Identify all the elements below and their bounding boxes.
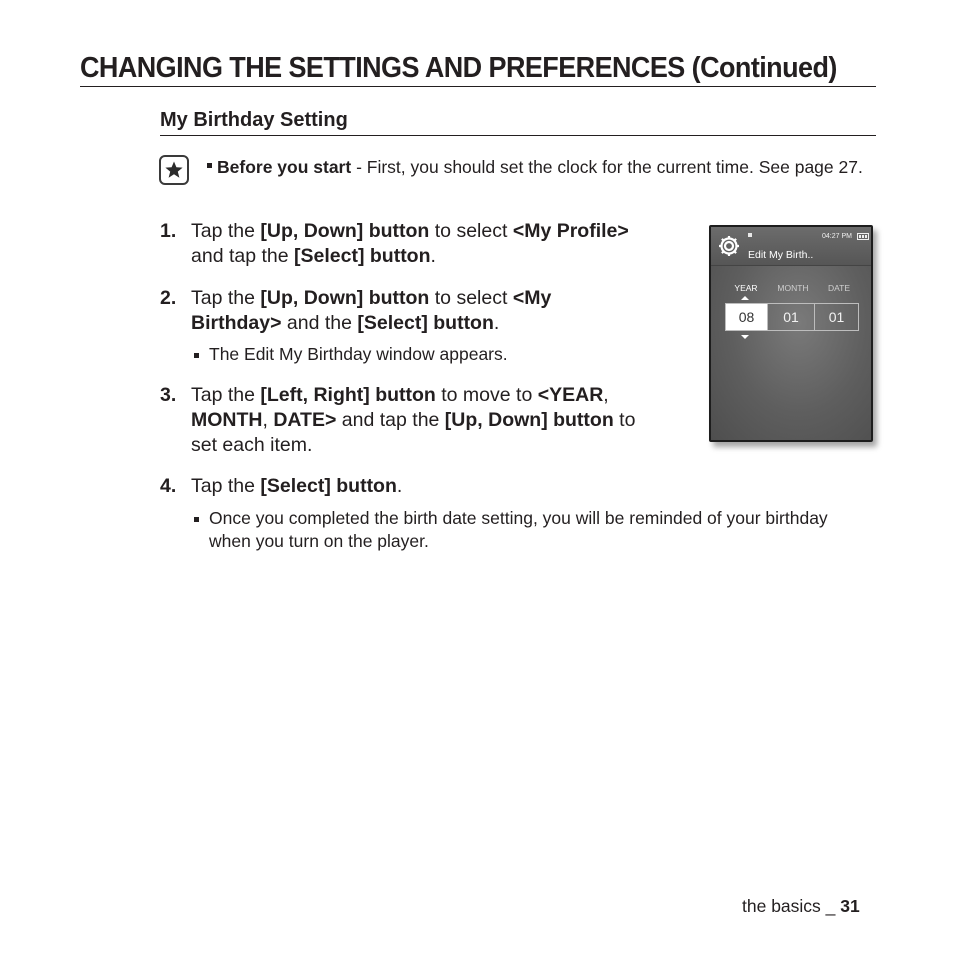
section-title: My Birthday Setting bbox=[160, 109, 348, 131]
step-number: 3. bbox=[160, 384, 177, 406]
device-screen-title: Edit My Birth.. bbox=[748, 249, 814, 261]
label-month: MONTH bbox=[777, 283, 809, 293]
step-fragment: Tap the bbox=[191, 475, 261, 497]
step-2-note bbox=[194, 343, 694, 367]
step-emphasis: [Up, Down] button bbox=[260, 287, 430, 309]
page-number: 31 bbox=[840, 896, 860, 916]
step-emphasis: <YEAR bbox=[537, 384, 604, 406]
arrow-down-icon bbox=[741, 335, 749, 339]
page-title: CHANGING THE SETTINGS AND PREFERENCES (Continued) bbox=[80, 52, 837, 84]
step-emphasis: <My bbox=[512, 287, 552, 309]
step-2 bbox=[160, 286, 690, 338]
bullet-square bbox=[207, 163, 212, 168]
label-year: YEAR bbox=[734, 283, 758, 293]
step-1 bbox=[160, 219, 690, 271]
footer-text: the basics _ bbox=[742, 896, 841, 916]
device-screenshot bbox=[709, 225, 873, 442]
step-number: 2. bbox=[160, 287, 177, 309]
step-number: 4. bbox=[160, 475, 177, 497]
step-emphasis: [Select] button bbox=[357, 312, 494, 334]
step-emphasis: [Left, Right] button bbox=[260, 384, 436, 406]
step-text bbox=[191, 474, 402, 499]
label-date: DATE bbox=[827, 283, 851, 293]
title-divider bbox=[80, 86, 876, 87]
step-emphasis: MONTH bbox=[191, 409, 263, 431]
step-fragment: Tap the bbox=[191, 220, 261, 242]
device-time: 04:27 PM bbox=[822, 233, 852, 240]
step-emphasis: [Select] button bbox=[260, 475, 397, 497]
step-note-text: Once you completed the birth date setting, you will be reminded of your birthday when you turn on the player. bbox=[209, 508, 828, 551]
step-fragment: to move to bbox=[435, 384, 538, 406]
step-4-note bbox=[194, 507, 844, 555]
gear-icon bbox=[716, 233, 742, 259]
arrow-up-icon bbox=[741, 296, 749, 300]
note-before-you-start bbox=[207, 154, 877, 180]
step-3 bbox=[160, 383, 695, 461]
bullet-square bbox=[194, 517, 199, 522]
step-text bbox=[191, 219, 629, 269]
step-fragment: Tap the bbox=[191, 384, 261, 406]
step-emphasis: [Up, Down] button bbox=[260, 220, 430, 242]
step-fragment: . bbox=[396, 475, 403, 497]
step-note-text: The Edit My Birthday window appears. bbox=[209, 344, 508, 364]
step-fragment: set each item. bbox=[191, 434, 313, 456]
step-4 bbox=[160, 474, 695, 500]
step-emphasis: [Select] button bbox=[294, 245, 431, 267]
step-fragment: Tap the bbox=[191, 287, 261, 309]
battery-icon bbox=[857, 233, 869, 240]
step-fragment: . bbox=[493, 312, 500, 334]
note-text: - First, you should set the clock for the current time. See page 27. bbox=[351, 157, 863, 177]
bullet-square bbox=[194, 353, 199, 358]
step-fragment: to bbox=[613, 409, 636, 431]
step-fragment: . bbox=[430, 245, 436, 267]
year-field: 08 bbox=[726, 304, 767, 330]
star-note-icon bbox=[159, 155, 189, 185]
step-fragment: to select bbox=[429, 220, 513, 242]
step-emphasis: DATE> bbox=[273, 409, 337, 431]
step-fragment: , bbox=[603, 384, 609, 406]
step-fragment: and tap the bbox=[336, 409, 445, 431]
note-bold: Before you start bbox=[217, 157, 352, 177]
step-fragment: and the bbox=[281, 312, 358, 334]
date-field: 01 bbox=[828, 309, 845, 325]
section-divider bbox=[160, 135, 876, 136]
step-number: 1. bbox=[160, 220, 177, 242]
step-text bbox=[191, 286, 551, 336]
step-fragment: and tap the bbox=[191, 245, 295, 267]
step-fragment: , bbox=[262, 409, 274, 431]
step-text bbox=[191, 383, 635, 458]
step-emphasis: Birthday> bbox=[191, 312, 282, 334]
step-emphasis: <My Profile> bbox=[512, 220, 629, 242]
step-fragment: to select bbox=[429, 287, 513, 309]
step-emphasis: [Up, Down] button bbox=[444, 409, 614, 431]
status-dot-icon bbox=[748, 233, 752, 237]
month-field: 01 bbox=[767, 304, 815, 330]
birthday-date-picker bbox=[725, 303, 859, 331]
page-footer bbox=[742, 895, 860, 917]
